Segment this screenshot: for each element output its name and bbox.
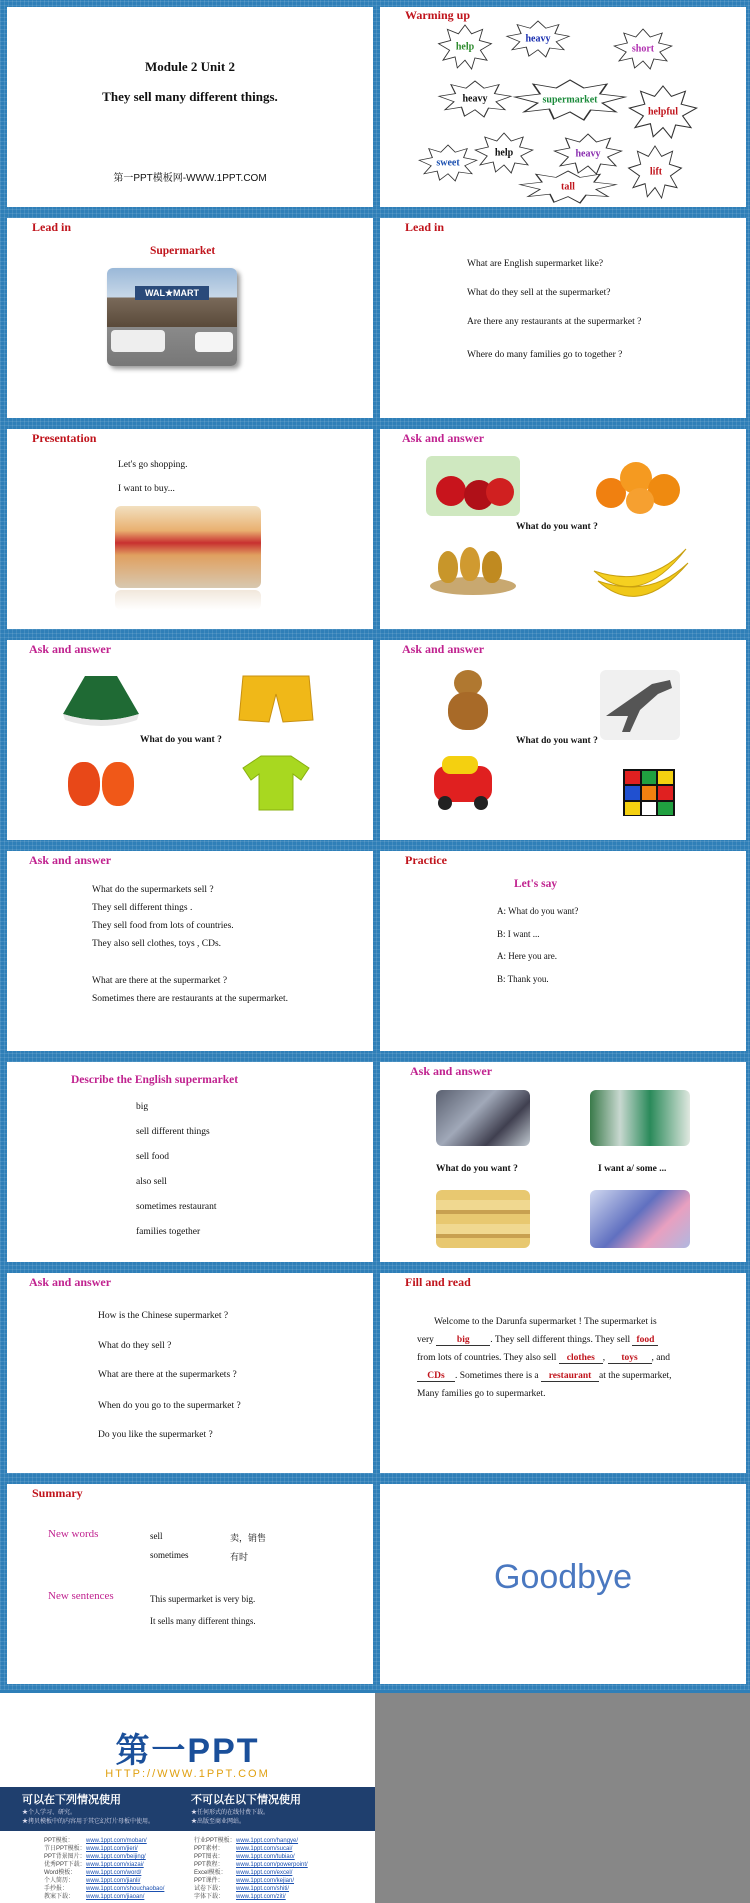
link-url[interactable]: www.1ppt.com/tubiao/ — [236, 1854, 295, 1860]
link-label: PPT素材： — [194, 1846, 224, 1852]
lets-say-label: Let's say — [514, 878, 558, 890]
slide-footer: 第一PPT模板网-WWW.1PPT.COM — [113, 173, 267, 184]
slide-15-summary[interactable] — [7, 1484, 373, 1684]
link-row[interactable] — [194, 1853, 308, 1861]
parked-car — [195, 332, 233, 352]
green-tshirt-photo — [241, 752, 311, 814]
question-line: Are there any restaurants at the supermarket ? — [467, 317, 642, 327]
describe-item: big — [136, 1102, 149, 1112]
cannot-use-title: 不可以在以下情况使用 — [191, 1794, 301, 1806]
1ppt-info-panel — [0, 1693, 375, 1903]
electronics-store-photo — [590, 1090, 690, 1146]
pears-photo — [426, 537, 520, 601]
describe-item: sell food — [136, 1152, 169, 1162]
sentence-line: It sells many different things. — [150, 1616, 256, 1626]
toy-gun-photo — [600, 670, 680, 740]
burst-word: short — [631, 43, 655, 55]
link-label: 字体下载： — [194, 1894, 225, 1900]
what-do-you-want-question: What do you want ? — [436, 1164, 518, 1174]
link-row[interactable] — [44, 1885, 164, 1893]
word-burst-help — [435, 37, 495, 57]
text: very — [417, 1335, 434, 1345]
link-label: PPT模板： — [44, 1838, 74, 1844]
link-label: 个人简历： — [44, 1878, 75, 1884]
text: . Sometimes there is a — [455, 1371, 539, 1381]
word-burst-helpful — [628, 102, 698, 122]
module-title: Module 2 Unit 2 — [145, 59, 235, 74]
link-row[interactable] — [194, 1893, 308, 1901]
slide-9-ask-and-answer[interactable] — [7, 851, 373, 1051]
apples-photo — [426, 456, 520, 516]
question-line: Where do many families go to together ? — [467, 350, 623, 360]
yellow-shorts-photo — [235, 670, 317, 730]
slide-3-lead-in[interactable] — [7, 218, 373, 418]
burst-word: tall — [561, 181, 575, 193]
text: at the supermarket, — [599, 1371, 672, 1381]
text: , and — [651, 1353, 670, 1363]
burst-word: heavy — [525, 33, 551, 45]
link-row[interactable] — [44, 1869, 164, 1877]
link-row[interactable] — [194, 1885, 308, 1893]
slide-heading: Ask and answer — [410, 1064, 493, 1078]
text-line: What do the supermarkets sell ? — [92, 885, 214, 895]
toy-car-photo — [428, 752, 498, 814]
link-row[interactable] — [44, 1853, 164, 1861]
burst-word: supermarket — [542, 94, 598, 106]
burst-word: help — [455, 41, 475, 53]
link-label: PPT图表： — [194, 1854, 224, 1860]
dialogue-line: A: What do you want? — [497, 906, 579, 916]
new-sentences-label: New sentences — [48, 1590, 114, 1602]
link-url[interactable]: www.1ppt.com/kejian/ — [236, 1878, 295, 1884]
burst-word: sweet — [436, 157, 460, 169]
presentation-line: I want to buy... — [118, 484, 175, 494]
word-sell: sell — [150, 1531, 163, 1541]
supermarket-label: Supermarket — [150, 245, 216, 257]
slide-heading: Describe the English supermarket — [71, 1074, 239, 1086]
blank-restaurant: restaurant — [541, 1371, 599, 1382]
store-sign: WAL★MART — [135, 286, 209, 300]
link-url[interactable]: www.1ppt.com/beijing/ — [86, 1854, 146, 1860]
slide-10-practice[interactable] — [380, 851, 746, 1051]
describe-item: families together — [136, 1227, 201, 1237]
slide-heading: Ask and answer — [402, 431, 485, 445]
link-url[interactable]: www.1ppt.com/hangye/ — [236, 1838, 299, 1844]
dialogue-line: A: Here you are. — [497, 951, 557, 961]
word-burst-supermarket — [520, 90, 620, 110]
slide-heading: Ask and answer — [402, 642, 485, 656]
slide-4-lead-in-questions[interactable] — [380, 218, 746, 418]
slide-heading: Ask and answer — [29, 642, 112, 656]
link-url[interactable]: www.1ppt.com/jiaoan/ — [86, 1894, 145, 1900]
green-skirt-photo — [57, 668, 145, 730]
store-aisle-photo — [115, 506, 261, 588]
dialogue-line: B: I want ... — [497, 929, 540, 939]
goodbye-text: Goodbye — [494, 1558, 632, 1596]
link-label: PPT教程： — [194, 1862, 224, 1868]
slide-11-describe[interactable] — [7, 1062, 373, 1262]
link-url[interactable]: www.1ppt.com/sucai/ — [236, 1846, 293, 1852]
slide-7-clothes[interactable] — [7, 640, 373, 840]
link-row[interactable] — [44, 1877, 164, 1885]
question-line: Do you like the supermarket ? — [98, 1430, 213, 1440]
link-row[interactable] — [44, 1861, 164, 1869]
link-row[interactable] — [194, 1877, 308, 1885]
paragraph-line: from lots of countries. They also sell clothes , toys , and — [417, 1353, 670, 1363]
walmart-store-photo — [107, 268, 237, 366]
i-want-answer: I want a/ some ... — [598, 1164, 667, 1174]
word-burst-heavy — [437, 89, 513, 109]
rubiks-cube-photo — [614, 766, 680, 816]
word-burst-help — [474, 143, 534, 163]
link-label: Word模板： — [44, 1870, 77, 1876]
paragraph-line — [417, 1371, 672, 1382]
slide-heading: Summary — [32, 1486, 83, 1500]
link-url[interactable]: www.1ppt.com/excel/ — [236, 1870, 293, 1876]
can-use-item: ★个人学习、研究。 — [22, 1810, 77, 1816]
red-shoes-photo — [62, 752, 146, 812]
question-line: What do they sell at the supermarket? — [467, 288, 611, 298]
describe-item: sell different things — [136, 1127, 210, 1137]
burst-word: lift — [649, 166, 663, 178]
link-row[interactable] — [44, 1893, 164, 1901]
text: . They sell different things. They sell — [490, 1335, 631, 1345]
word-burst-heavy — [504, 29, 572, 49]
blank-big: big — [436, 1335, 490, 1346]
bananas-photo — [588, 541, 692, 603]
link-label: 优秀PPT下载： — [44, 1862, 86, 1868]
slide-2-warming-up[interactable] — [380, 7, 746, 207]
teddy-bear-photo — [436, 666, 500, 734]
blank-clothes: clothes — [559, 1353, 603, 1364]
link-label: 试卷下载： — [194, 1886, 225, 1892]
link-url[interactable]: www.1ppt.com/powerpoint/ — [236, 1862, 308, 1868]
can-use-title: 可以在下列情况使用 — [22, 1794, 121, 1806]
slide-1-title[interactable] — [7, 7, 373, 207]
lesson-subtitle: They sell many different things. — [102, 89, 278, 104]
slide-heading: Practice — [405, 853, 447, 867]
burst-word: heavy — [462, 93, 488, 105]
1ppt-logo: 第一PPT — [115, 1732, 260, 1770]
link-label: 教案下载： — [44, 1894, 75, 1900]
word-burst-sweet — [418, 153, 478, 173]
link-url[interactable]: www.1ppt.com/word/ — [86, 1870, 142, 1876]
food-shelves-photo — [436, 1190, 530, 1248]
word-sometimes-chinese: 有时 — [230, 1552, 249, 1562]
link-label: 节日PPT模板： — [44, 1846, 86, 1852]
question-line: What are there at the supermarkets ? — [98, 1370, 237, 1380]
police-car — [111, 330, 165, 352]
slide-14-fill-and-read[interactable] — [380, 1273, 746, 1473]
slide-heading: Ask and answer — [29, 1275, 112, 1289]
text-line: They sell food from lots of countries. — [92, 921, 234, 931]
word-burst-tall — [538, 177, 598, 197]
question-line: How is the Chinese supermarket ? — [98, 1311, 229, 1321]
link-url[interactable]: www.1ppt.com/jianli/ — [86, 1878, 141, 1884]
describe-item: also sell — [136, 1177, 167, 1187]
burst-word: help — [494, 147, 514, 159]
word-burst-lift — [628, 162, 684, 182]
paragraph-line: Welcome to the Darunfa supermarket ! The supermarket is — [434, 1317, 657, 1327]
what-do-you-want-question: What do you want ? — [516, 736, 598, 746]
slide-heading: Lead in — [32, 220, 72, 234]
slide-heading: Fill and read — [405, 1275, 471, 1289]
can-use-item: ★拷贝模板中的内容用于其它幻灯片母板中使用。 — [22, 1819, 155, 1825]
link-label: PPT背景图片： — [44, 1854, 86, 1860]
link-label: Excel模板： — [194, 1870, 227, 1876]
slide-heading: Ask and answer — [29, 853, 112, 867]
link-url[interactable]: www.1ppt.com/shiti/ — [236, 1886, 290, 1892]
slide-6-fruits[interactable] — [380, 429, 746, 629]
cannot-use-item: ★出版至商业网站。 — [191, 1819, 246, 1825]
presentation-line: Let's go shopping. — [118, 460, 188, 470]
cannot-use-item: ★任何形式的在线付费下载。 — [191, 1810, 270, 1816]
link-url[interactable]: www.1ppt.com/jieri/ — [86, 1846, 138, 1852]
slide-heading: Lead in — [405, 220, 445, 234]
link-label: 行业PPT模板： — [194, 1838, 236, 1844]
blank-cds: CDs — [417, 1371, 455, 1382]
text-line: Sometimes there are restaurants at the supermarket. — [92, 994, 288, 1004]
link-row[interactable] — [44, 1845, 164, 1853]
link-label: PPT课件： — [194, 1878, 224, 1884]
left-link-list — [44, 1837, 164, 1901]
new-words-label: New words — [48, 1528, 99, 1540]
text-line: They sell different things . — [92, 903, 193, 913]
link-url[interactable]: www.1ppt.com/shouchaobao/ — [86, 1886, 165, 1892]
clothing-store-photo — [436, 1090, 530, 1146]
link-row[interactable] — [194, 1861, 308, 1869]
slide-13-ask-and-answer[interactable] — [7, 1273, 373, 1473]
question-line: When do you go to the supermarket ? — [98, 1401, 241, 1411]
describe-item: sometimes restaurant — [136, 1202, 217, 1212]
slide-16-goodbye[interactable] — [380, 1484, 746, 1684]
blank-toys: toys — [608, 1353, 652, 1364]
right-link-list — [194, 1837, 308, 1901]
link-row[interactable] — [44, 1837, 164, 1845]
what-do-you-want-question: What do you want ? — [140, 735, 222, 745]
burst-word: helpful — [647, 106, 678, 118]
link-label: 手抄报： — [44, 1886, 69, 1892]
dialogue-line: B: Thank you. — [497, 974, 549, 984]
photo-reflection — [115, 590, 261, 610]
oranges-photo — [590, 456, 690, 516]
slide-heading: Warming up — [405, 8, 471, 22]
empty-grey-area — [375, 1693, 750, 1903]
link-row[interactable] — [194, 1845, 308, 1853]
link-url[interactable]: www.1ppt.com/xiazai/ — [86, 1862, 144, 1868]
text: from lots of countries. They also sell — [417, 1353, 557, 1363]
link-url[interactable]: www.1ppt.com/moban/ — [86, 1838, 147, 1844]
slide-12-ask-and-answer[interactable] — [380, 1062, 746, 1262]
what-do-you-want-question: What do you want ? — [516, 522, 598, 532]
word-sometimes: sometimes — [150, 1550, 189, 1560]
text-line: What are there at the supermarket ? — [92, 976, 228, 986]
blank-food: food — [632, 1335, 658, 1346]
link-row[interactable] — [194, 1869, 308, 1877]
paragraph-line: Many families go to supermarket. — [417, 1389, 546, 1399]
usage-banner — [0, 1787, 375, 1831]
slide-5-presentation[interactable] — [7, 429, 373, 629]
link-row[interactable] — [194, 1837, 308, 1845]
1ppt-url: HTTP://WWW.1PPT.COM — [105, 1768, 270, 1780]
word-burst-heavy — [553, 144, 623, 164]
text-line: They also sell clothes, toys , CDs. — [92, 939, 222, 949]
sentence-line: This supermarket is very big. — [150, 1594, 256, 1604]
question-line: What do they sell ? — [98, 1341, 172, 1351]
slide-8-toys[interactable] — [380, 640, 746, 840]
burst-word: heavy — [575, 148, 601, 160]
question-line: What are English supermarket like? — [467, 259, 604, 269]
word-burst-short — [613, 39, 673, 59]
toy-shelves-photo — [590, 1190, 690, 1248]
link-url[interactable]: www.1ppt.com/ziti/ — [236, 1894, 286, 1900]
word-sell-chinese: 卖，销售 — [230, 1533, 267, 1543]
paragraph-line — [417, 1335, 658, 1346]
slide-heading: Presentation — [32, 431, 97, 445]
